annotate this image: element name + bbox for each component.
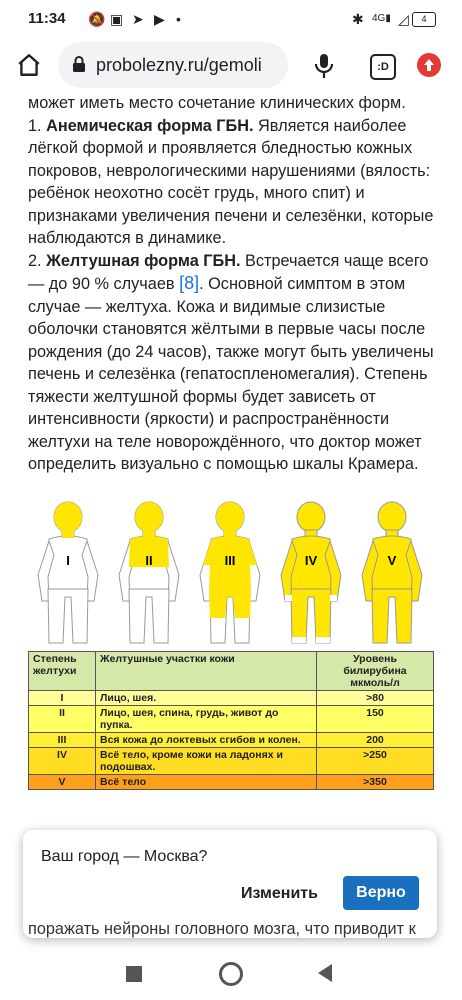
anemic-form-title: Анемическая форма ГБН. — [46, 116, 254, 135]
wifi-signal-icon: ◿ — [398, 11, 409, 27]
url-text: probolezny.ru/gemoli — [96, 55, 262, 75]
figure-degree-1 — [38, 502, 98, 643]
figure-degree-5 — [362, 502, 422, 643]
kramer-table — [28, 651, 434, 790]
figure-label-5: V — [387, 553, 397, 568]
back-icon[interactable] — [318, 964, 332, 982]
table-header-row — [29, 652, 434, 691]
address-bar[interactable] — [58, 42, 288, 88]
bluetooth-icon: ✱ — [352, 11, 364, 27]
figure-label-1: I — [66, 553, 70, 568]
city-question: Ваш город — Москва? — [41, 848, 208, 865]
battery-icon: 4 — [412, 12, 436, 27]
lock-icon — [72, 56, 86, 72]
notification-icon: ▣ — [110, 11, 124, 27]
intro-paragraph: может иметь место сочетание клинических форм. — [28, 94, 406, 112]
update-icon[interactable] — [417, 53, 441, 77]
signal-icon: 4G▮ — [372, 13, 391, 24]
table-row: I Лицо, шея. >80 — [29, 691, 434, 706]
browser-toolbar — [0, 40, 462, 92]
figure-degree-2 — [119, 502, 179, 643]
kramer-scale-figure — [28, 495, 434, 801]
mute-icon: 🔕 — [88, 11, 106, 27]
table-row: V Всё тело >350 — [29, 775, 434, 790]
home-button-icon[interactable] — [219, 962, 243, 986]
recent-apps-icon[interactable] — [126, 966, 142, 982]
jaundice-form-title: Желтушная форма ГБН. — [46, 251, 241, 270]
article-tail-text: поражать нейроны головного мозга, что приводит к — [28, 920, 416, 938]
tabs-count-icon[interactable]: :D — [370, 54, 396, 80]
status-time: 11:34 — [28, 10, 66, 27]
status-bar — [0, 0, 462, 40]
table-row: III Вся кожа до локтевых сгибов и колен. 200 — [29, 733, 434, 748]
article-body — [28, 92, 448, 476]
table-row: II Лицо, шея, спина, грудь, живот до пупка. 150 — [29, 706, 434, 733]
change-city-button[interactable]: Изменить — [241, 885, 318, 902]
microphone-icon[interactable] — [312, 52, 336, 80]
header-degree: Степень желтухи — [29, 652, 96, 691]
telegram-icon: ➤ — [132, 11, 144, 27]
system-navigation-bar — [0, 952, 462, 1000]
figure-label-2: II — [145, 553, 153, 568]
more-dot-icon: • — [176, 11, 181, 27]
reference-link[interactable]: [8] — [179, 273, 200, 293]
header-level: Уровень билирубина мкмоль/л — [317, 652, 434, 691]
figure-label-3: III — [224, 553, 236, 568]
table-row: IV Всё тело, кроме кожи на ладонях и подошвах. >250 — [29, 748, 434, 775]
figure-label-4: IV — [304, 553, 318, 568]
header-areas: Желтушные участки кожи — [96, 652, 317, 691]
figure-degree-4 — [281, 502, 341, 643]
confirm-city-button[interactable]: Верно — [343, 876, 419, 910]
youtube-icon: ▶ — [154, 11, 165, 27]
figure-degree-3 — [200, 502, 260, 643]
list-item-jaundice: 2. Желтушная форма ГБН. Встречается чаще всего — до 90 % случаев [8]. Основной симптом в этом случае — желтуха. Кожа и видимые слизистые оболочки становятся жёлтыми в первые часы после рождения (до 24 часов), также могут быть увеличены печень и селезёнка (гепатоспленомегалия). Степень тяжести желтушной формы будет зависеть от интенсивности (яркости) и распространённости желтухи на теле новорождённого, что доктор может определить визуально с помощью шкалы Крамера. — [28, 251, 434, 473]
list-item-anemic: 1. Анемическая форма ГБН. Является наиболее лёгкой формой и проявляется бледностью кожных покровов, неврологическими нарушениями (вялость: ребёнок неохотно сосёт грудь, много спит) и признаками увеличения печени и селезёнки, которые наблюдаются в динамике. — [28, 116, 434, 247]
kramer-zones-illustration — [28, 495, 434, 650]
home-icon[interactable] — [16, 52, 42, 78]
